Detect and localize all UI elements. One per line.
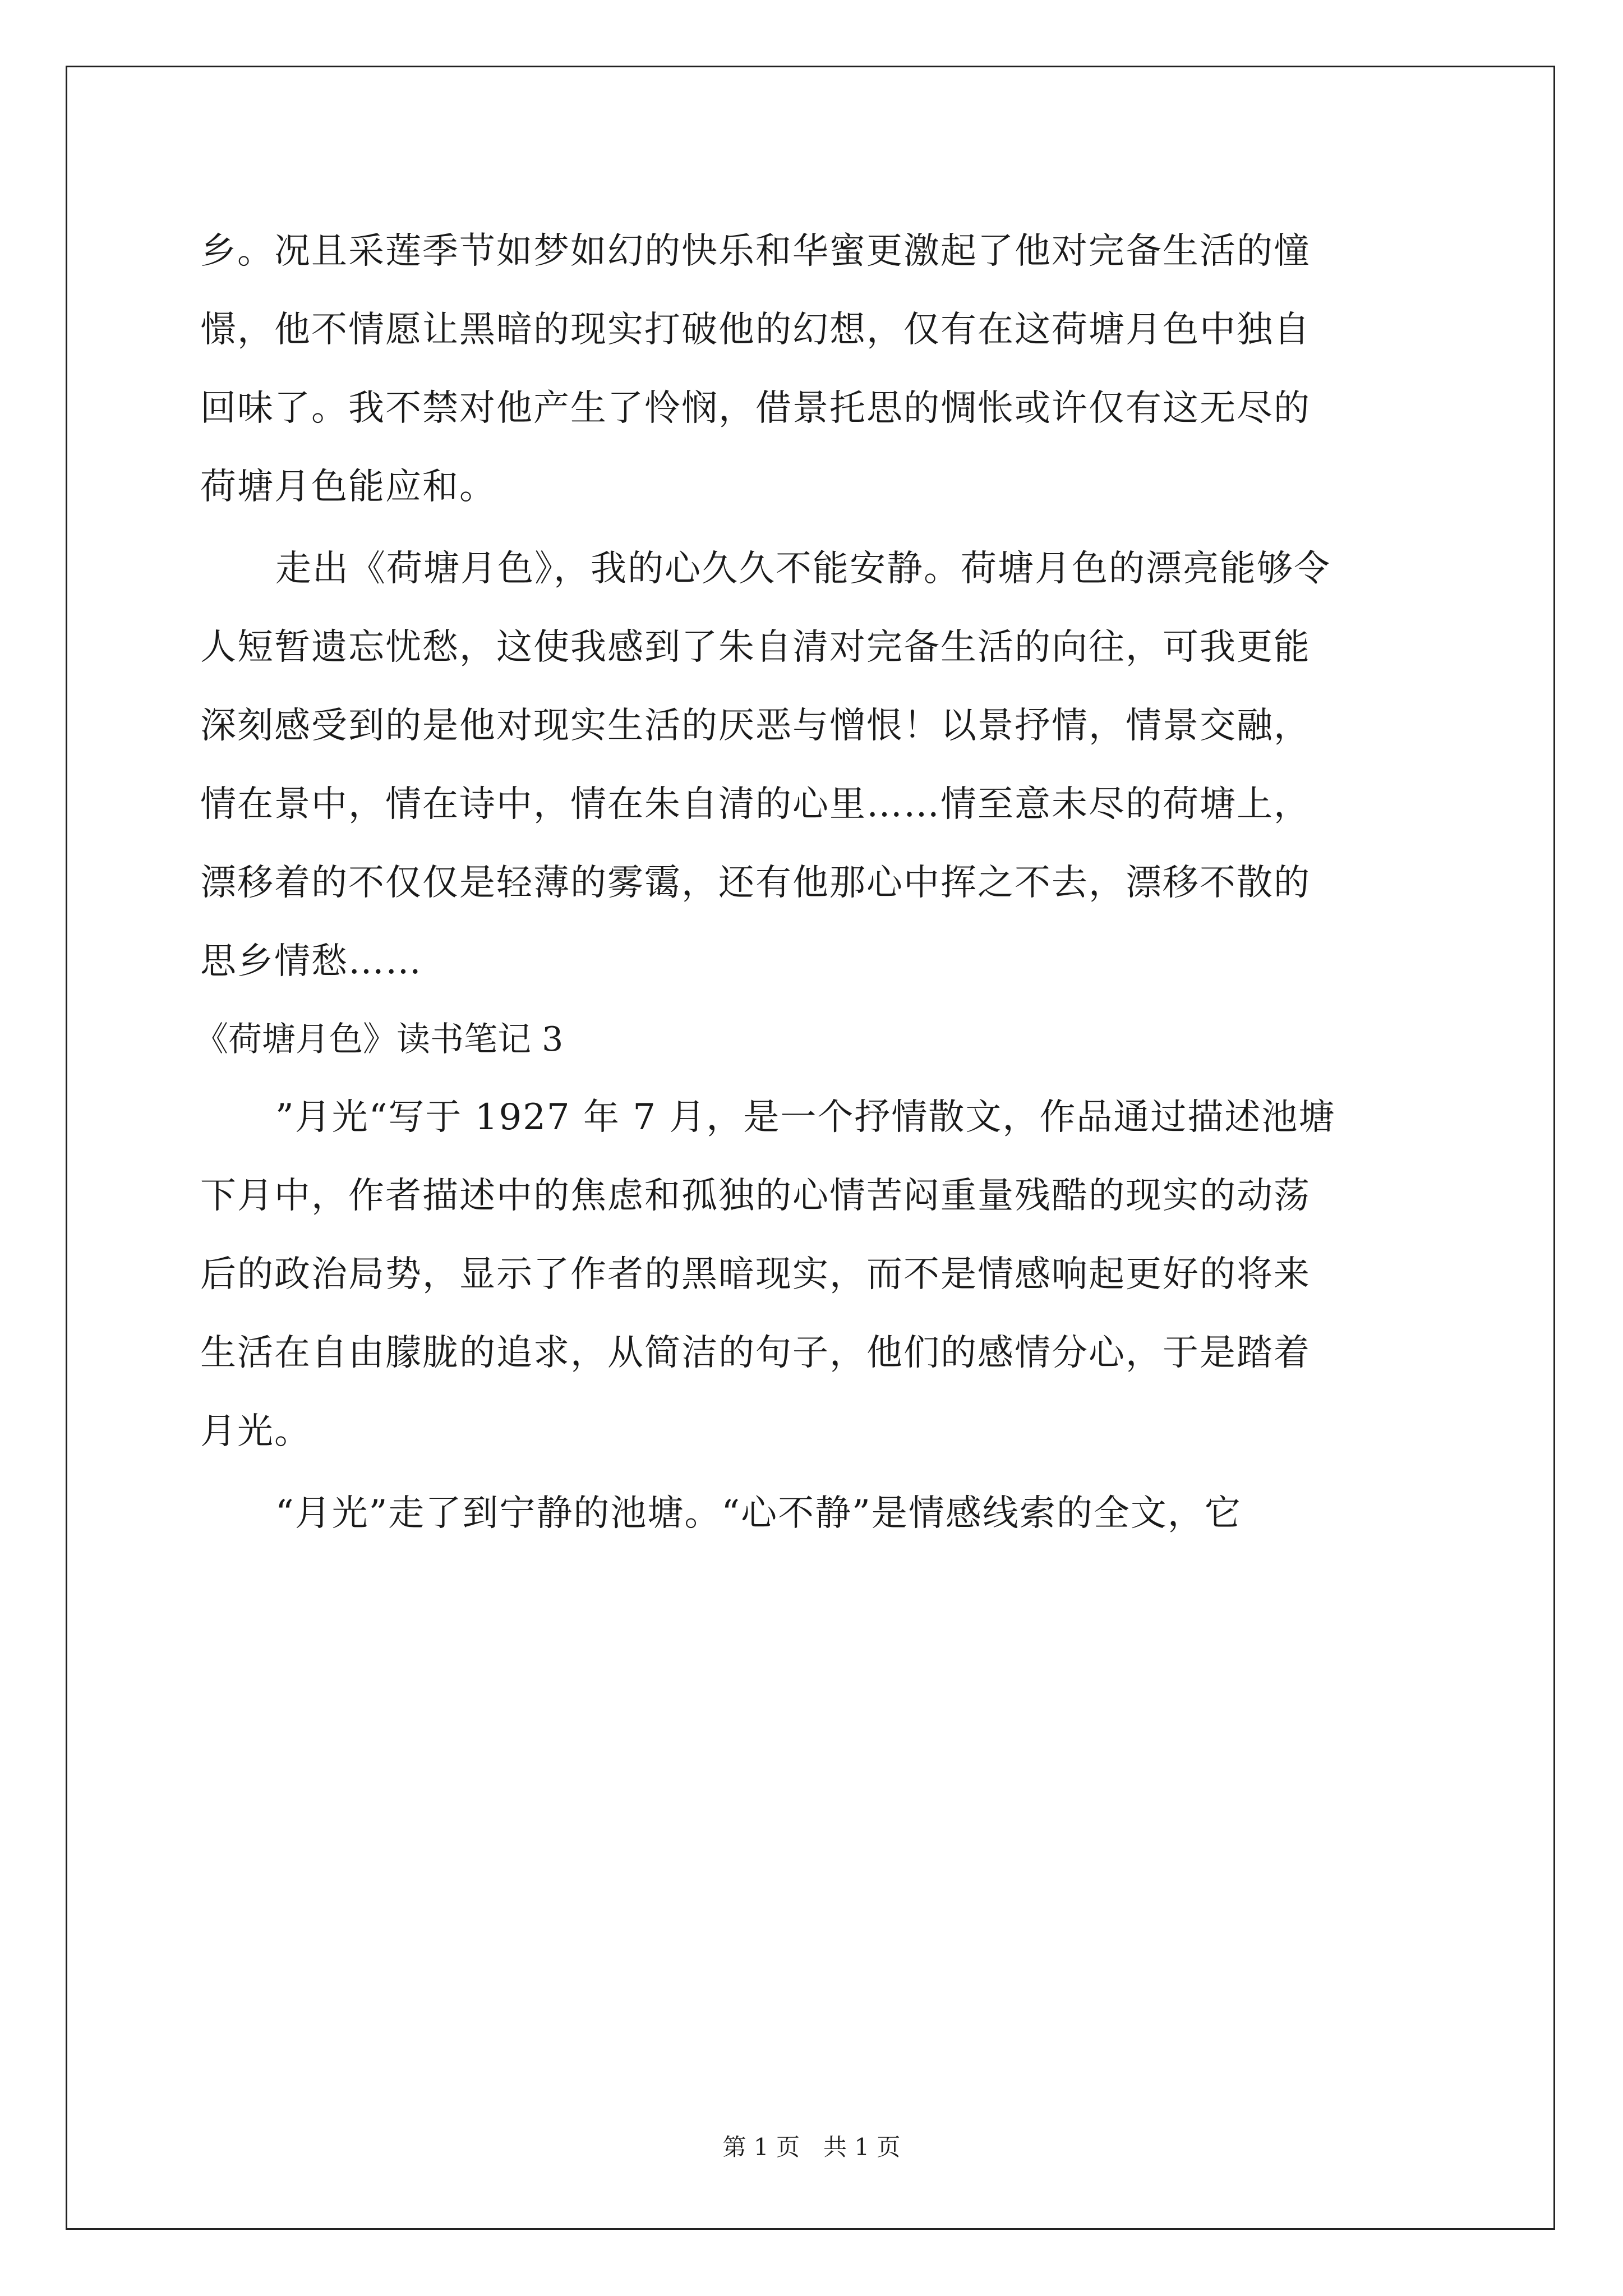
text-line: 深刻感受到的是他对现实生活的厌恶与憎恨！以景抒情，情景交融，: [200, 705, 1311, 747]
text-line: 憬，他不情愿让黑暗的现实打破他的幻想，仅有在这荷塘月色中独自: [200, 309, 1311, 351]
text-line: 下月中，作者描述中的焦虑和孤独的心情苦闷重量残酷的现实的动荡: [200, 1175, 1311, 1217]
paragraph-1: [200, 212, 1428, 526]
text-line: 生活在自由朦胧的追求，从简洁的句子，他们的感情分心，于是踏着: [200, 1332, 1311, 1374]
text-line: 后的政治局势，显示了作者的黑暗现实，而不是情感响起更好的将来: [200, 1254, 1311, 1295]
paragraph-2: [200, 530, 1428, 1001]
text-line: 荷塘月色能应和。: [200, 466, 496, 508]
section-heading: 《荷塘月色》读书笔记 3: [195, 1020, 564, 1059]
text-line: “月光”走了到宁静的池塘。“心不静”是情感线索的全文，它: [275, 1493, 1242, 1534]
page-footer: 第 1 页 共 1 页: [722, 2133, 901, 2161]
paragraph-3: [200, 1078, 1428, 1471]
text-line: 月光。: [200, 1411, 311, 1452]
text-line: 回味了。我不禁对他产生了怜悯，借景托思的惆怅或许仅有这无尽的: [200, 388, 1311, 429]
text-line: 乡。况且采莲季节如梦如幻的快乐和华蜜更激起了他对完备生活的憧: [200, 231, 1311, 272]
text-line: 走出《荷塘月色》，我的心久久不能安静。荷塘月色的漂亮能够令: [275, 548, 1331, 590]
text-line: 人短暂遗忘忧愁，这使我感到了朱自清对完备生活的向往，可我更能: [200, 627, 1311, 668]
text-line: ”月光“写于 1927 年 7 月，是一个抒情散文，作品通过描述池塘: [275, 1097, 1336, 1138]
text-line: 情在景中，情在诗中，情在朱自清的心里……情至意未尽的荷塘上，: [200, 784, 1311, 825]
text-line: 思乡情愁……: [200, 941, 422, 982]
paragraph-4: [200, 1474, 1428, 1553]
text-line: 漂移着的不仅仅是轻薄的雾霭，还有他那心中挥之不去，漂移不散的: [200, 862, 1311, 904]
document-body: [195, 212, 1428, 1553]
